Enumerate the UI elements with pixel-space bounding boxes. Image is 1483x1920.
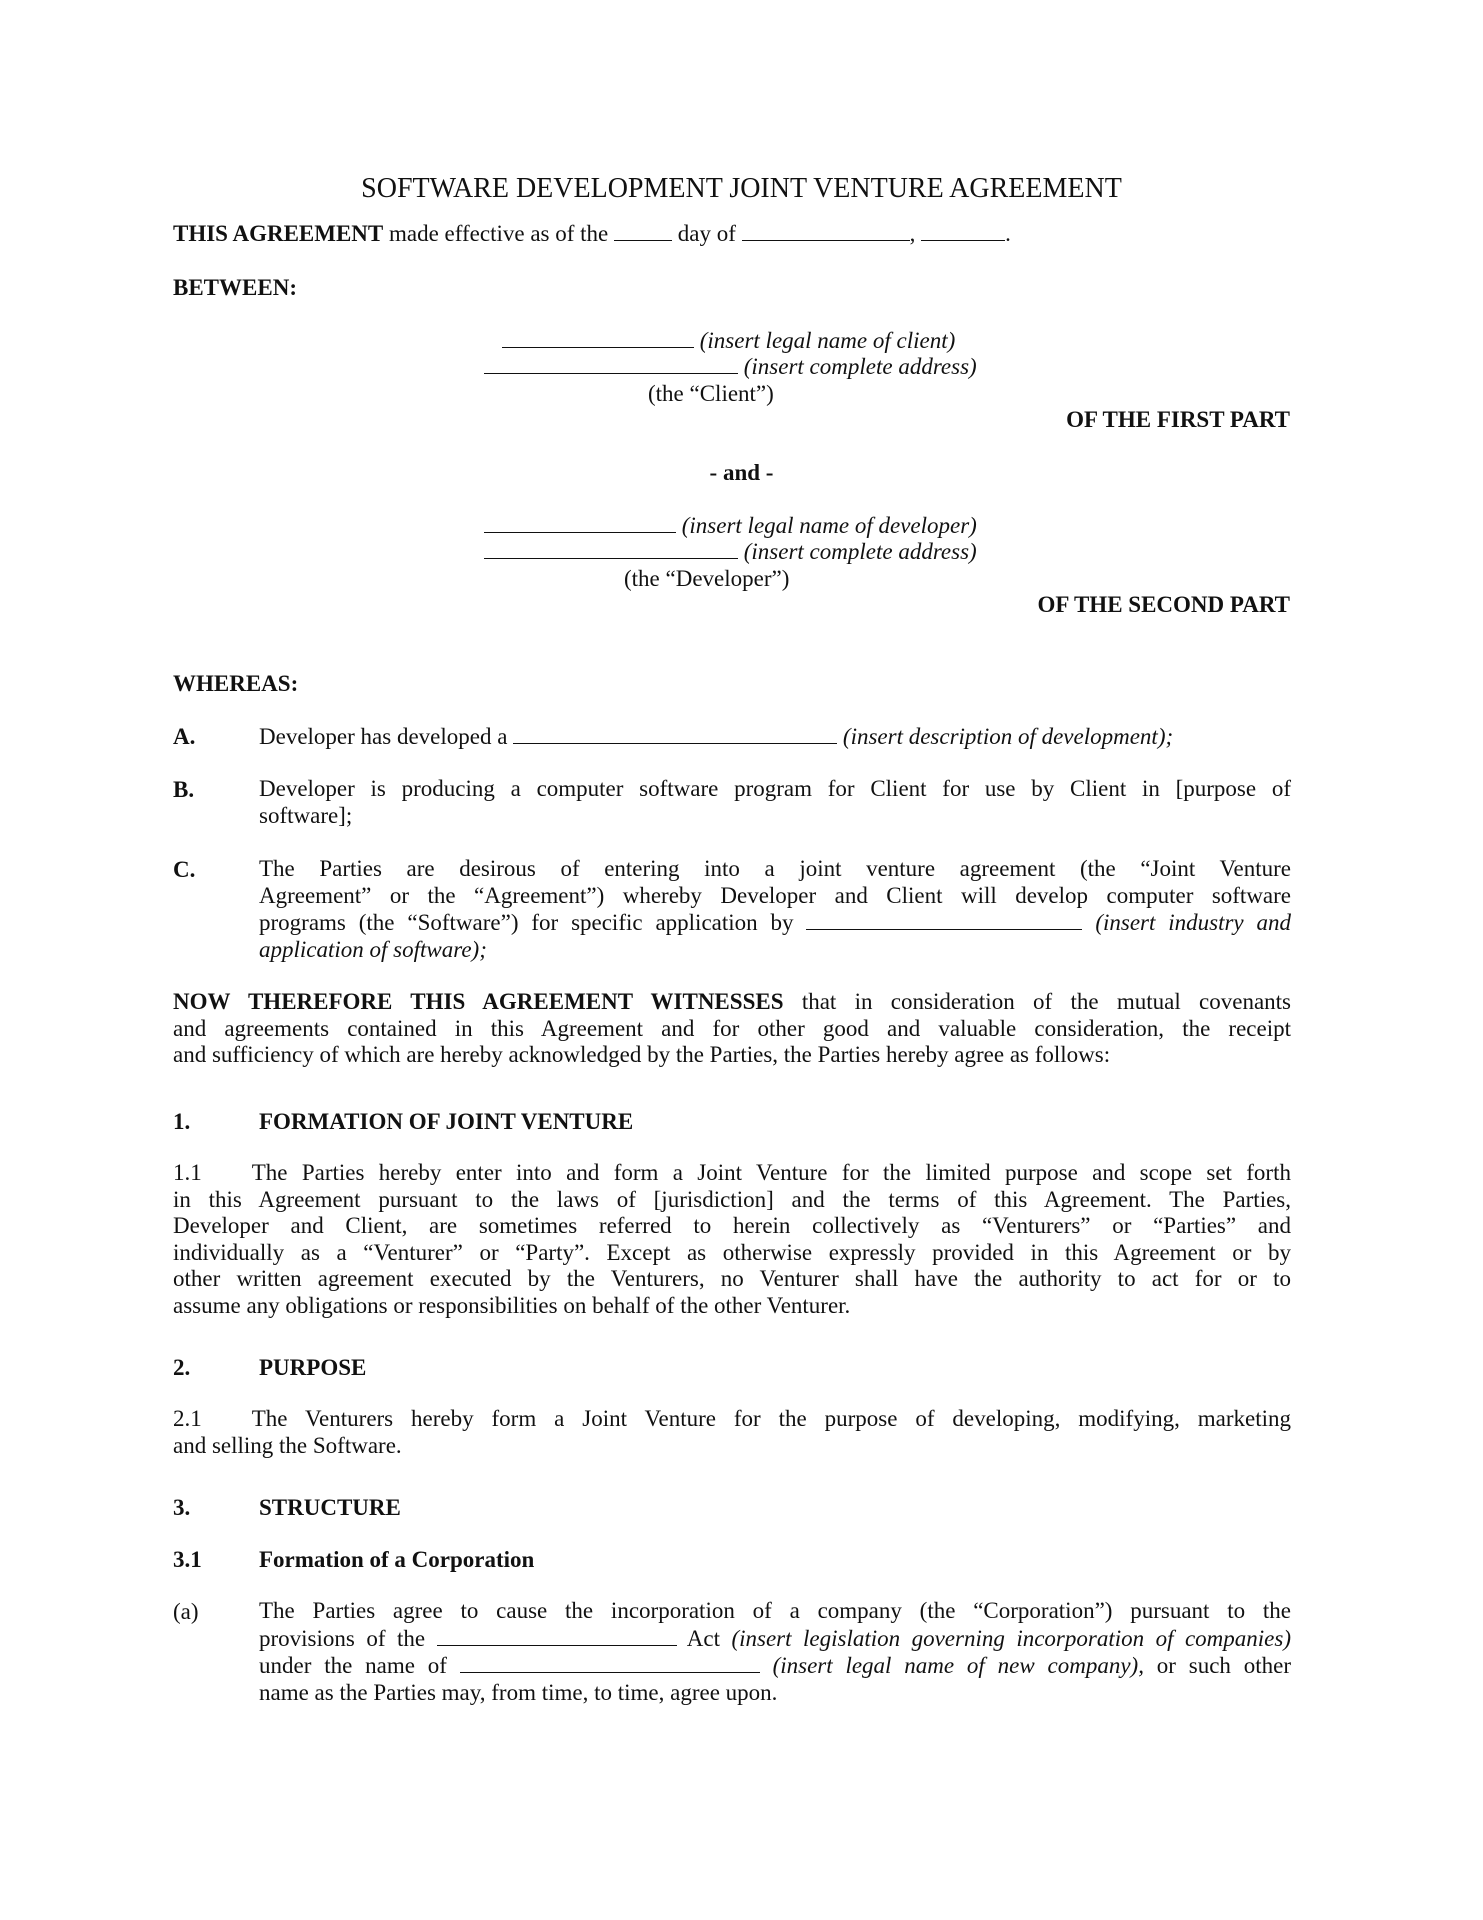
between-label: BETWEEN:: [173, 275, 297, 300]
item-a-line-3-text: under the name of: [259, 1653, 447, 1678]
recital-c-line-2: Agreement” or the “Agreement”) whereby Developer and Client will develop computer software: [259, 882, 1291, 908]
client-address-blank[interactable]: [484, 353, 738, 374]
first-part-label: OF THE FIRST PART: [1066, 407, 1290, 432]
section-1-number: 1.: [173, 1109, 191, 1134]
item-a-line-3-rest: or such other: [1156, 1653, 1292, 1678]
company-name-blank[interactable]: [460, 1652, 760, 1673]
recital-c-line-3: [259, 909, 1291, 937]
clause-1-1-number: 1.1: [173, 1160, 202, 1185]
recital-b-letter: B.: [173, 777, 195, 802]
witnesses-lead: NOW THEREFORE THIS AGREEMENT WITNESSES: [173, 989, 784, 1014]
item-a-label: (a): [173, 1599, 199, 1624]
item-a-act: Act: [686, 1625, 720, 1651]
clause-1-1-line-6: assume any obligations or responsibilities on behalf of the other Venturer.: [173, 1292, 851, 1318]
section-2-heading: PURPOSE: [259, 1355, 367, 1380]
item-a-line-4: name as the Parties may, from time, to time, agree upon.: [259, 1679, 778, 1705]
year-blank[interactable]: [921, 220, 1005, 241]
industry-blank[interactable]: [806, 909, 1082, 930]
recital-a-hint: (insert description of development);: [842, 724, 1174, 749]
development-description-blank[interactable]: [513, 723, 837, 744]
clause-2-1-number: 2.1: [173, 1406, 202, 1431]
and-separator: - and -: [709, 460, 774, 485]
recital-c-line-3-text: programs (the “Software”) for specific application by: [259, 910, 794, 935]
intro-comma: ,: [909, 221, 916, 246]
intro-text-2: day of: [677, 221, 736, 246]
developer-defined-term: (the “Developer”): [624, 566, 790, 591]
section-2-number: 2.: [173, 1355, 191, 1380]
developer-name-blank[interactable]: [484, 512, 676, 533]
clause-2-1: [173, 1406, 1291, 1459]
recital-b-text: [259, 776, 1291, 829]
clause-1-1-line-3: Developer and Client, are sometimes referred to herein collectively as “Venturers” or “Parties” and: [173, 1213, 1291, 1238]
developer-name-hint: (insert legal name of developer): [681, 513, 977, 538]
item-a-line-2-hint: (insert legislation governing incorporation of companies): [731, 1625, 1291, 1651]
intro-text-1: made effective as of the: [389, 221, 609, 246]
clause-2-1-line-1-text: The Venturers hereby form a Joint Venture for the purpose of developing, modifying, marketing: [251, 1406, 1291, 1431]
section-3-heading: STRUCTURE: [259, 1495, 401, 1520]
item-a-line-2: [259, 1625, 1291, 1653]
whereas-label: WHEREAS:: [173, 671, 299, 696]
item-a-line-3-hint: (insert legal name of new company),: [772, 1653, 1144, 1678]
recital-c-text: [259, 856, 1291, 963]
day-blank[interactable]: [614, 220, 672, 241]
recital-c-letter: C.: [173, 857, 196, 882]
recital-b-line-2: software];: [259, 802, 353, 828]
client-address-line: [484, 353, 977, 380]
legislation-blank[interactable]: [437, 1625, 677, 1646]
recital-c-line-3-hint: (insert industry and: [1095, 910, 1292, 935]
clause-2-1-line-2: and selling the Software.: [173, 1432, 402, 1458]
document-title: SOFTWARE DEVELOPMENT JOINT VENTURE AGREEMENT: [361, 173, 1122, 204]
witnesses-line-1-rest: that in consideration of the mutual covenants: [801, 989, 1292, 1014]
subsection-3-1-heading: Formation of a Corporation: [259, 1547, 535, 1572]
clause-1-1-line-1-text: The Parties hereby enter into and form a Joint Venture for the limited purpose and scope set forth: [251, 1160, 1291, 1185]
intro-line: [173, 220, 1011, 247]
item-a-line-3: [259, 1652, 1291, 1680]
developer-address-blank[interactable]: [484, 538, 738, 559]
recital-a-text: [259, 723, 1173, 750]
client-address-hint: (insert complete address): [743, 354, 977, 379]
recital-a-letter: A.: [173, 724, 196, 749]
developer-address-hint: (insert complete address): [743, 539, 977, 564]
second-part-label: OF THE SECOND PART: [1037, 592, 1290, 617]
clause-1-1-line-1: [173, 1160, 1291, 1187]
witnesses-line-2: and agreements contained in this Agreement and for other good and valuable consideration, the receipt: [173, 1015, 1291, 1041]
clause-1-1: [173, 1160, 1291, 1319]
recital-c-line-4: application of software);: [259, 936, 487, 962]
client-name-line: [502, 327, 955, 354]
intro-lead: THIS AGREEMENT: [173, 221, 384, 246]
recital-b-line-1: Developer is producing a computer software program for Client for use by Client in [purpose of: [259, 776, 1291, 801]
recital-c-line-1: The Parties are desirous of entering into a joint venture agreement (the “Joint Venture: [259, 856, 1291, 881]
section-3-number: 3.: [173, 1495, 191, 1520]
developer-address-line: [484, 538, 977, 565]
witnesses-paragraph: [173, 989, 1291, 1069]
clause-1-1-line-2: in this Agreement pursuant to the laws of [jurisdiction] and the terms of this Agreement. The Parties,: [173, 1186, 1291, 1212]
clause-1-1-line-4: individually as a “Venturer” or “Party”. Except as otherwise expressly provided in this Agreement or by: [173, 1239, 1291, 1265]
client-name-blank[interactable]: [502, 327, 694, 348]
client-defined-term: (the “Client”): [648, 381, 774, 406]
intro-period: .: [1005, 221, 1011, 246]
clause-2-1-line-1: [173, 1406, 1291, 1433]
section-1-heading: FORMATION OF JOINT VENTURE: [259, 1109, 634, 1134]
developer-name-line: [484, 512, 977, 539]
recital-a-body: Developer has developed a: [259, 724, 508, 749]
witnesses-line-3: and sufficiency of which are hereby acknowledged by the Parties, the Parties hereby agree as follows:: [173, 1042, 1111, 1067]
month-blank[interactable]: [742, 220, 910, 241]
item-a-text: [259, 1598, 1291, 1706]
clause-1-1-line-5: other written agreement executed by the Venturers, no Venturer shall have the authority to act for or to: [173, 1266, 1291, 1291]
subsection-3-1-number: 3.1: [173, 1547, 202, 1572]
client-name-hint: (insert legal name of client): [699, 328, 956, 353]
item-a-line-1: The Parties agree to cause the incorporation of a company (the “Corporation”) pursuant to the: [259, 1598, 1291, 1623]
witnesses-line-1: [173, 989, 1291, 1016]
item-a-line-2-text: provisions of the: [259, 1625, 426, 1651]
